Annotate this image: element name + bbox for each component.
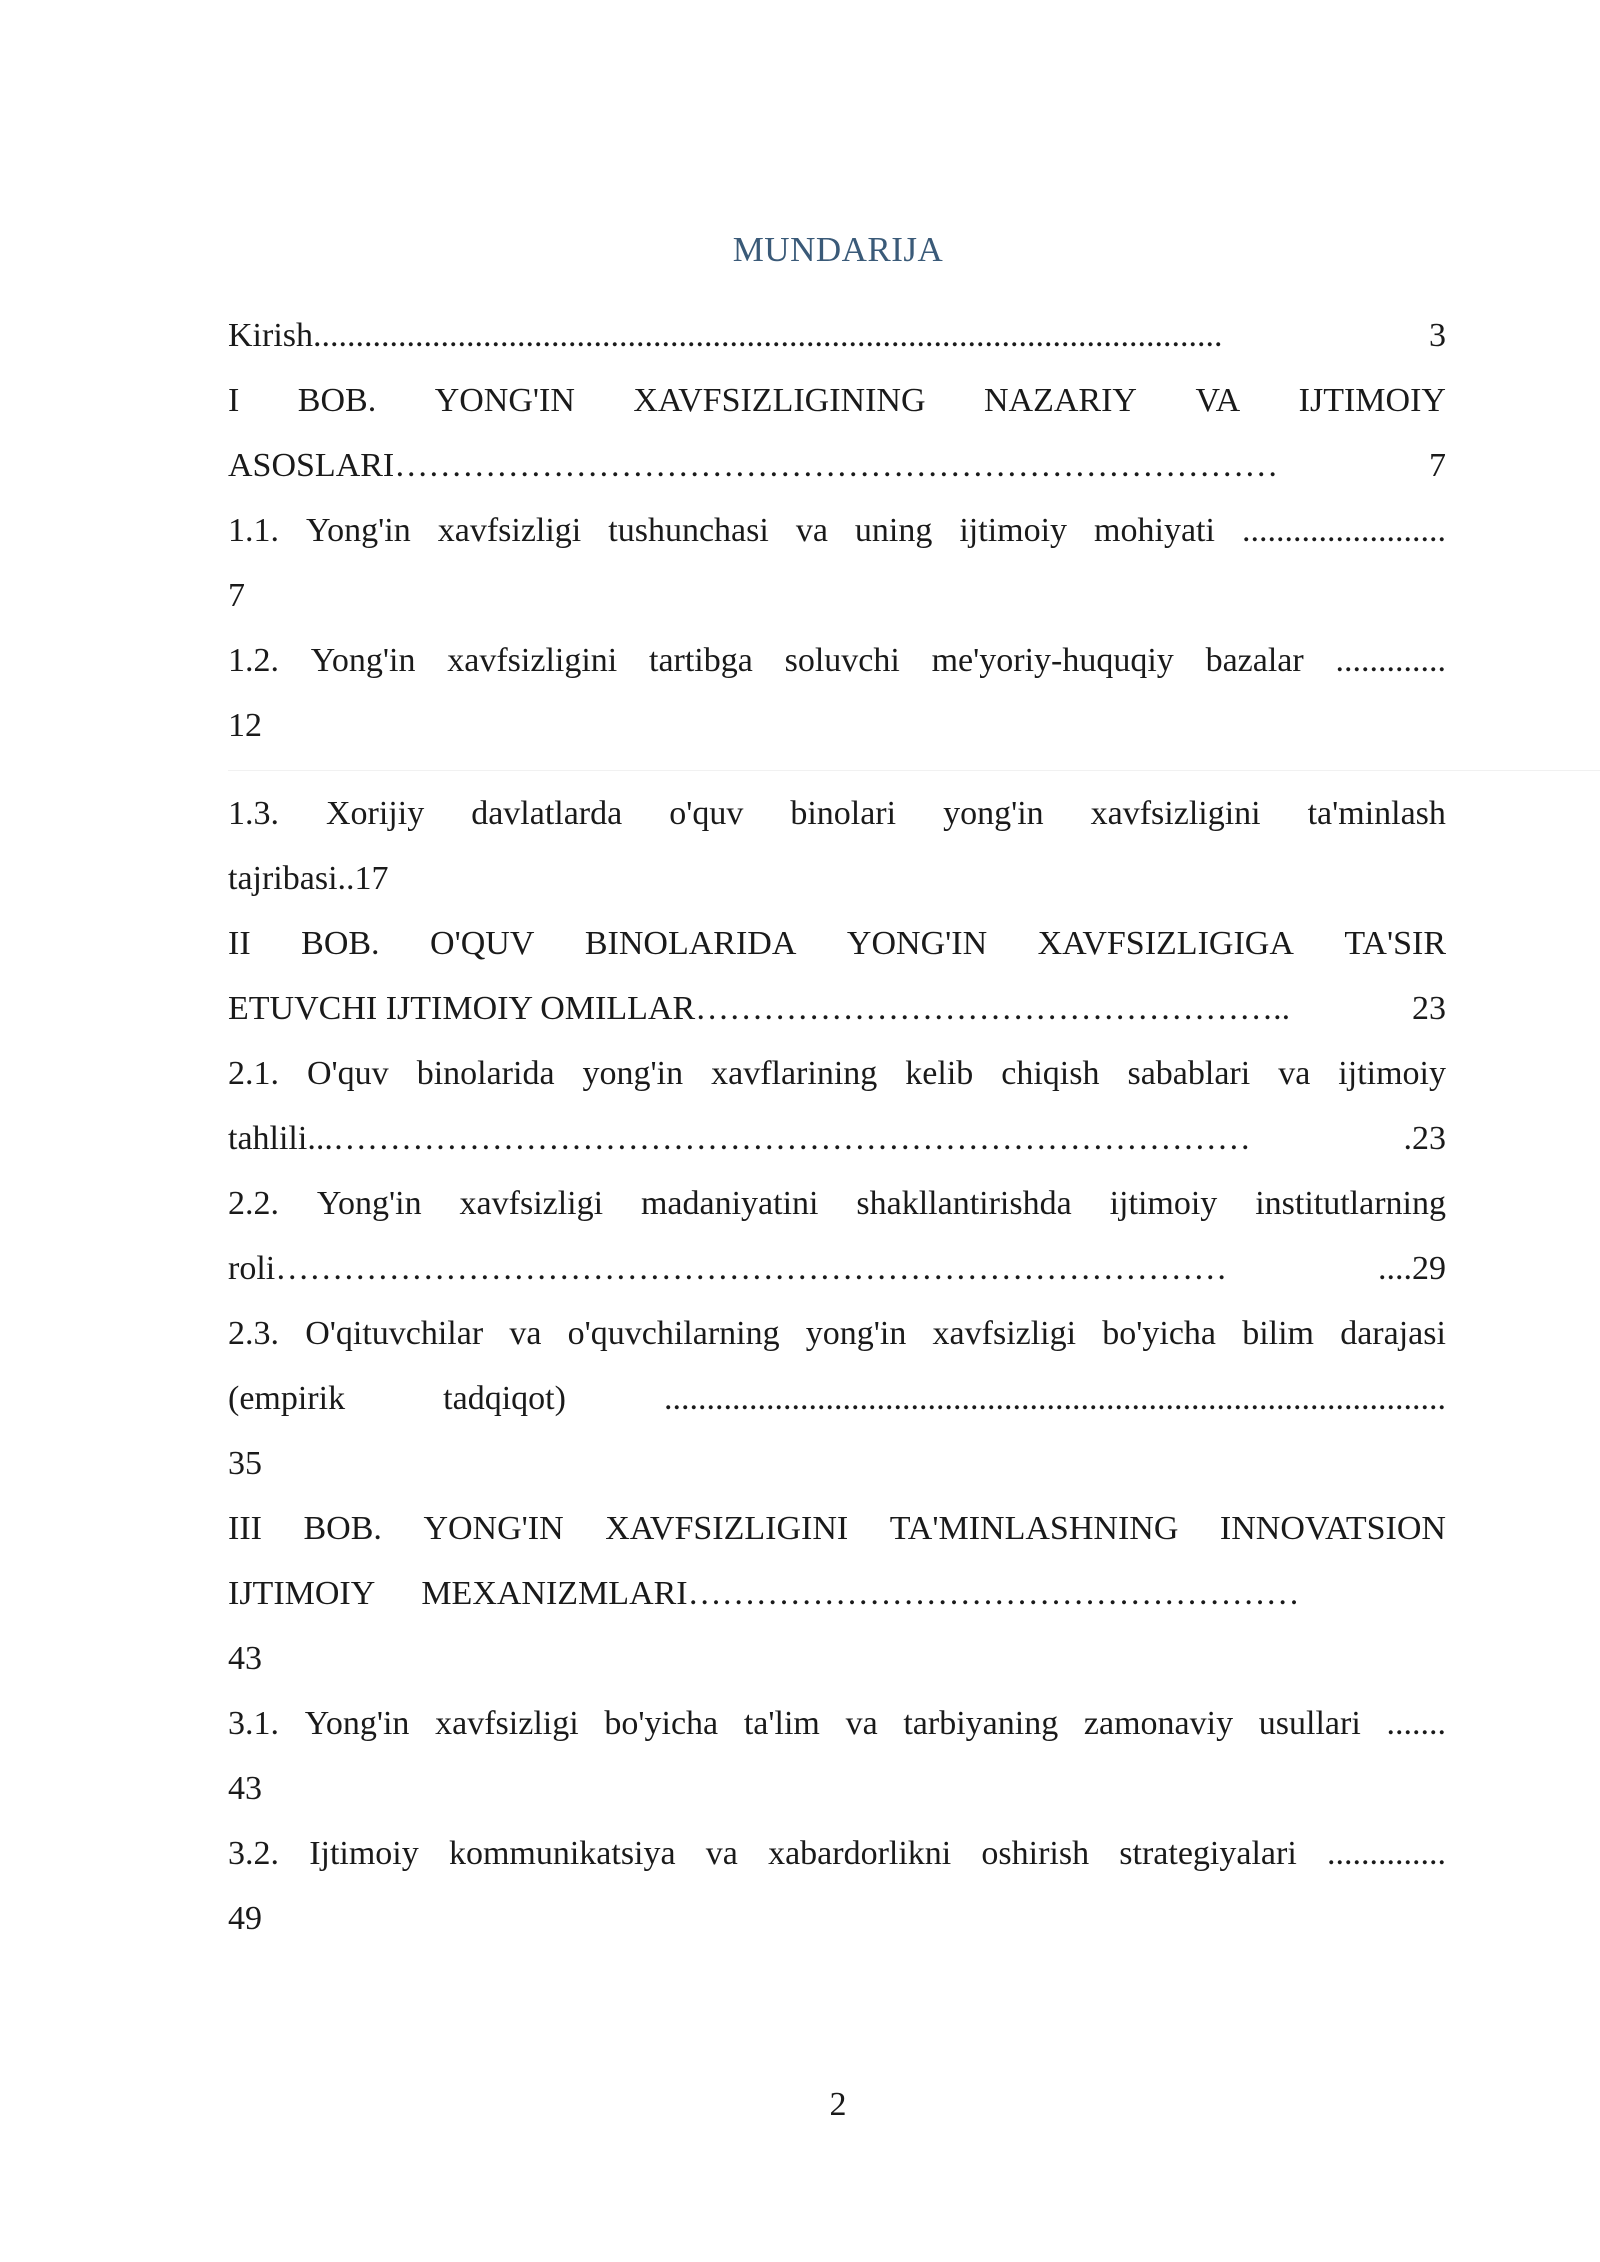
toc-word: ijtimoiy — [1338, 1055, 1446, 1092]
toc-page-number: 49 — [228, 1900, 262, 1937]
toc-word: Ijtimoiy — [309, 1835, 419, 1872]
toc-entry-label: tahlili... — [228, 1120, 333, 1157]
toc-word: YONG'IN — [423, 1510, 564, 1547]
toc-leader-dots: ………………………………………………………………………… — [275, 1250, 1228, 1287]
toc-word: ijtimoiy — [1109, 1185, 1218, 1222]
toc-word: YONG'IN — [846, 925, 988, 962]
toc-entry-bob2[interactable] — [228, 921, 1446, 967]
toc-word: TA'SIR — [1344, 925, 1446, 962]
toc-word: Yong'in — [304, 1705, 410, 1742]
toc-entry-bob1[interactable] — [228, 378, 1446, 424]
toc-entry-label: Kirish — [228, 317, 313, 354]
toc-word: O'QUV — [430, 925, 535, 962]
toc-word: Yong'in — [316, 1185, 422, 1222]
toc-entry-3-2[interactable] — [228, 1831, 1446, 1877]
toc-entry-2-3[interactable] — [228, 1311, 1446, 1357]
toc-word: NAZARIY — [983, 382, 1137, 419]
toc-entry-label: roli — [228, 1250, 276, 1287]
toc-word: 1.3. — [228, 795, 279, 832]
toc-word: binolari — [790, 795, 897, 832]
toc-word: oshirish — [981, 1835, 1090, 1872]
toc-word: ............. — [1335, 642, 1446, 679]
toc-page-number: 3 — [1429, 317, 1446, 354]
toc-word: (empirik — [228, 1380, 346, 1417]
toc-word: me'yoriy-huquqiy — [931, 642, 1174, 679]
toc-page-number: 43 — [228, 1770, 262, 1807]
toc-page-number: 35 — [228, 1445, 262, 1482]
toc-word: va — [845, 1705, 878, 1742]
toc-page-number: ....29 — [1378, 1250, 1446, 1287]
toc-word: sabablari — [1127, 1055, 1251, 1092]
toc-word: va — [705, 1835, 738, 1872]
toc-word: MEXANIZMLARI……………………………………………… — [421, 1575, 1300, 1612]
toc-word: ............................................................................................ — [664, 1380, 1446, 1417]
toc-word: BINOLARIDA — [584, 925, 797, 962]
toc-word: IJTIMOIY — [228, 1575, 376, 1612]
toc-entry-1-1[interactable] — [228, 508, 1446, 554]
toc-word: shakllantirishda — [856, 1185, 1072, 1222]
toc-word: binolarida — [416, 1055, 555, 1092]
toc-word: o'quvchilarning — [567, 1315, 780, 1352]
toc-word: ta'lim — [743, 1705, 820, 1742]
toc-word: II — [228, 925, 251, 962]
toc-word: 2.1. — [228, 1055, 279, 1092]
toc-word: xavfsizligi — [932, 1315, 1077, 1352]
toc-word: BOB. — [301, 925, 380, 962]
toc-entry-1-3[interactable] — [228, 791, 1446, 837]
toc-entry-label: ASOSLARI — [228, 447, 395, 484]
toc-word: BOB. — [303, 1510, 382, 1547]
toc-word: O'quv — [307, 1055, 389, 1092]
toc-word: bazalar — [1205, 642, 1304, 679]
toc-word: XAVFSIZLIGIGA — [1037, 925, 1294, 962]
toc-word: bilim — [1242, 1315, 1315, 1352]
toc-word: Xorijiy — [325, 795, 425, 832]
toc-entry-bob2-cont[interactable] — [228, 986, 1446, 1032]
toc-word: xavfsizligi — [435, 1705, 579, 1742]
toc-word: VA — [1195, 382, 1241, 419]
toc-word: INNOVATSION — [1219, 1510, 1446, 1547]
toc-entry-2-2[interactable] — [228, 1181, 1446, 1227]
toc-page-number: 43 — [228, 1640, 262, 1677]
toc-word: mohiyati — [1094, 512, 1215, 549]
toc-word: I — [228, 382, 240, 419]
toc-leader-dots: …………………………………………………………………… — [394, 447, 1279, 484]
toc-entry-bob3[interactable] — [228, 1506, 1446, 1552]
toc-word: xavfsizligini — [1090, 795, 1261, 832]
toc-word: ....... — [1386, 1705, 1446, 1742]
toc-word: xavflarining — [711, 1055, 878, 1092]
toc-word: tarbiyaning — [903, 1705, 1059, 1742]
toc-leader-dots: ........................................................................................................... — [313, 317, 1223, 354]
toc-word: bo'yicha — [604, 1705, 719, 1742]
toc-entry-2-3-cont[interactable] — [228, 1376, 1446, 1422]
toc-page-number: 7 — [228, 577, 245, 614]
toc-word: yong'in — [805, 1315, 907, 1352]
toc-word: uning — [854, 512, 933, 549]
toc-entry-kirish[interactable] — [228, 313, 1446, 359]
toc-word: soluvchi — [784, 642, 900, 679]
toc-word: XAVFSIZLIGINI — [605, 1510, 849, 1547]
toc-word: III — [228, 1510, 262, 1547]
toc-word: madaniyatini — [640, 1185, 819, 1222]
toc-word: BOB. — [297, 382, 377, 419]
toc-word: darajasi — [1340, 1315, 1446, 1352]
toc-word: tushunchasi — [608, 512, 769, 549]
toc-word: strategiyalari — [1119, 1835, 1297, 1872]
toc-word: XAVFSIZLIGINING — [633, 382, 926, 419]
toc-word: Yong'in — [306, 512, 411, 549]
toc-entry-label: ETUVCHI IJTIMOIY OMILLAR — [228, 990, 696, 1027]
toc-entry-1-3-cont: tajribasi..17 — [228, 860, 389, 897]
toc-word: YONG'IN — [434, 382, 575, 419]
toc-word: usullari — [1258, 1705, 1361, 1742]
toc-word: 1.1. — [228, 512, 279, 549]
toc-word: 3.2. — [228, 1835, 279, 1872]
toc-word: TA'MINLASHNING — [889, 1510, 1179, 1547]
toc-page-number: .23 — [1403, 1120, 1446, 1157]
toc-page-number: 7 — [1429, 447, 1446, 484]
toc-entry-2-2-cont[interactable] — [228, 1246, 1446, 1292]
toc-leader-dots: …………………………………………….. — [695, 990, 1291, 1027]
toc-word: ........................ — [1241, 512, 1446, 549]
toc-word: xavfsizligi — [459, 1185, 604, 1222]
toc-word: ijtimoiy — [959, 512, 1068, 549]
toc-page-number: 12 — [228, 707, 262, 744]
toc-word: 1.2. — [228, 642, 279, 679]
toc-entry-1-2[interactable] — [228, 638, 1446, 684]
toc-word: tartibga — [649, 642, 753, 679]
toc-word: institutlarning — [1255, 1185, 1446, 1222]
toc-word: 3.1. — [228, 1705, 279, 1742]
toc-word: 2.3. — [228, 1315, 279, 1352]
toc-word: zamonaviy — [1083, 1705, 1234, 1742]
toc-entry-bob1-cont[interactable] — [228, 443, 1446, 489]
toc-word: .............. — [1326, 1835, 1446, 1872]
toc-page-number: 23 — [1412, 990, 1446, 1027]
toc-word: 2.2. — [228, 1185, 279, 1222]
toc-word: o'quv — [669, 795, 744, 832]
toc-entry-2-1-cont[interactable] — [228, 1116, 1446, 1162]
toc-word: ta'minlash — [1307, 795, 1446, 832]
toc-entry-bob3-cont[interactable] — [228, 1571, 1446, 1617]
toc-leader-dots: ……………………………………………………………………… — [332, 1120, 1251, 1157]
toc-word: IJTIMOIY — [1298, 382, 1446, 419]
toc-word: kelib — [905, 1055, 974, 1092]
page-title: MUNDARIJA — [732, 230, 944, 269]
toc-word: davlatlarda — [471, 795, 623, 832]
toc-word: xavfsizligi — [437, 512, 582, 549]
toc-word: xabardorlikni — [768, 1835, 952, 1872]
toc-word: va — [509, 1315, 542, 1352]
toc-word: yong'in — [943, 795, 1044, 832]
toc-word: yong'in — [582, 1055, 684, 1092]
toc-word: va — [795, 512, 828, 549]
toc-entry-2-1[interactable] — [228, 1051, 1446, 1097]
toc-word: kommunikatsiya — [448, 1835, 676, 1872]
toc-word: chiqish — [1001, 1055, 1100, 1092]
toc-entry-3-1[interactable] — [228, 1701, 1446, 1747]
toc-word: va — [1278, 1055, 1311, 1092]
toc-word: tadqiqot) — [443, 1380, 566, 1417]
toc-word: O'qituvchilar — [305, 1315, 484, 1352]
toc-word: Yong'in — [310, 642, 416, 679]
page-number: 2 — [829, 2086, 847, 2123]
toc-word: xavfsizligini — [447, 642, 618, 679]
divider — [228, 770, 1600, 771]
toc-word: bo'yicha — [1102, 1315, 1217, 1352]
